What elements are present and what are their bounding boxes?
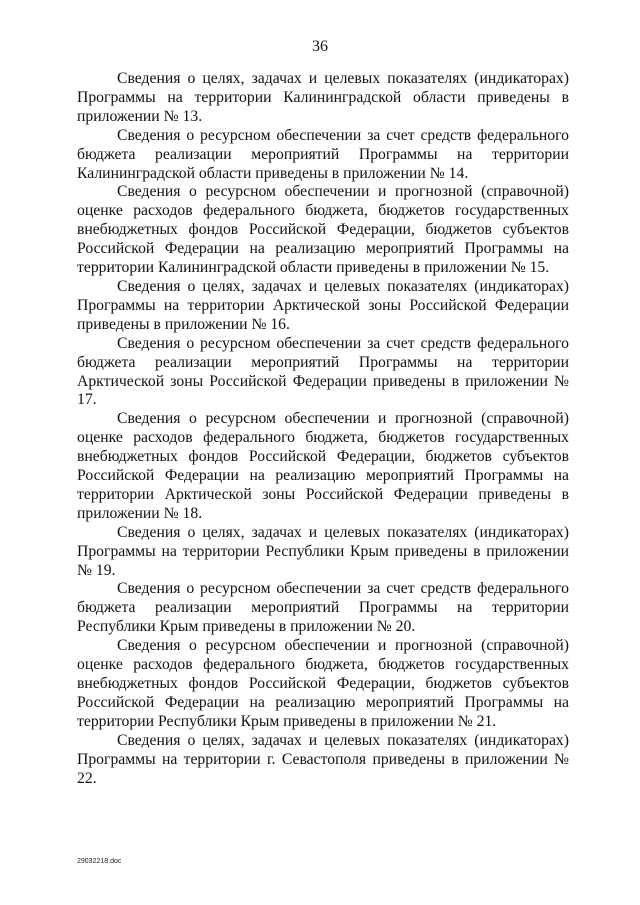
document-body [77, 70, 569, 788]
paragraph: Сведения о целях, задачах и целевых показателях (индикаторах) Программы на территории Республики Крым приведены в приложении № 19. [77, 523, 569, 579]
paragraph: Сведения о ресурсном обеспечении и прогнозной (справочной) оценке расходов федерального бюджета, бюджетов государственных внебюджетных фондов Российской Федерации, бюджетов субъектов Российской Федерации на реализацию мероприятий Программы на территории Калининградской области приведены в приложении № 15. [77, 183, 569, 277]
paragraph: Сведения о ресурсном обеспечении и прогнозной (справочной) оценке расходов федерального бюджета, бюджетов государственных внебюджетных фондов Российской Федерации, бюджетов субъектов Российской Федерации на реализацию мероприятий Программы на территории Республики Крым приведены в приложении № 21. [77, 637, 569, 730]
paragraph: Сведения о ресурсном обеспечении за счет средств федерального бюджета реализации мероприятий Программы на территории Калининградской области приведены в приложении № 14. [77, 126, 569, 182]
paragraph: Сведения о целях, задачах и целевых показателях (индикаторах) Программы на территории Арктической зоны Российской Федерации приведены в приложении № 16. [77, 277, 569, 333]
paragraph: Сведения о целях, задачах и целевых показателях (индикаторах) Программы на территории г. Севастополя приведены в приложении № 22. [77, 731, 569, 787]
paragraph: Сведения о целях, задачах и целевых показателях (индикаторах) Программы на территории Калининградской области приведены в приложении № 13. [77, 70, 569, 125]
paragraph: Сведения о ресурсном обеспечении за счет средств федерального бюджета реализации мероприятий Программы на территории Арктической зоны Российской Федерации приведены в приложении № 17. [77, 334, 569, 409]
page-number: 36 [312, 38, 328, 55]
footer-filename: 29032218.doc [77, 858, 122, 865]
paragraph: Сведения о ресурсном обеспечении за счет средств федерального бюджета реализации мероприятий Программы на территории Республики Крым приведены в приложении № 20. [77, 580, 569, 636]
paragraph: Сведения о ресурсном обеспечении и прогнозной (справочной) оценке расходов федерального бюджета, бюджетов государственных внебюджетных фондов Российской Федерации, бюджетов субъектов Российской Федерации на реализацию мероприятий Программы на территории Арктической зоны Российской Федерации приведены в приложении № 18. [77, 410, 569, 522]
